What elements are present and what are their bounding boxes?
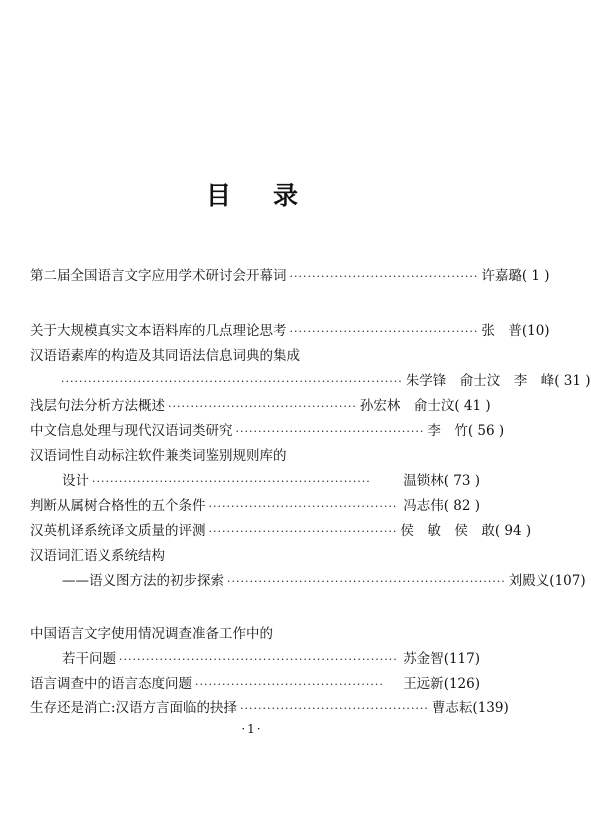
- toc-entry-author: 王远新: [403, 676, 444, 692]
- toc-entry-page: (107): [549, 573, 586, 589]
- toc-entry-title: 中国语言文字使用情况调查准备工作中的: [30, 626, 273, 642]
- toc-entry-title: 浅层句法分析方法概述: [30, 398, 165, 414]
- toc-entry-author: 苏金智: [403, 651, 444, 667]
- toc-entry-author: 刘殿义: [508, 573, 550, 589]
- toc-entry-title: 汉语词性自动标注软件兼类词鉴别规则库的: [30, 448, 287, 464]
- toc-entry-author: 李 竹: [427, 423, 468, 439]
- leader-dots: ··········································: [240, 702, 429, 715]
- toc-entry-page: ( 94 ): [494, 523, 532, 539]
- toc-entry-page: (117): [443, 651, 480, 667]
- page-title: [0, 176, 504, 212]
- leader-dots: ······························································: [227, 575, 506, 588]
- toc-entry: [30, 395, 491, 417]
- toc-entry-page: ( 82 ): [443, 498, 480, 514]
- toc-entry-author: 冯志伟: [403, 498, 444, 514]
- toc-entry-title: 生存还是消亡:汉语方言面临的抉择: [30, 700, 238, 716]
- leader-dots: ··········································: [168, 400, 357, 413]
- toc-entry: [30, 697, 509, 719]
- toc-entry: [58, 370, 591, 392]
- toc-entry-title: 设计: [62, 473, 89, 489]
- toc-entry-title: 第二届全国语言文字应用学术研讨会开幕词: [30, 268, 287, 284]
- toc-entry-page: ( 73 ): [443, 473, 480, 489]
- toc-entry-title: 语言调查中的语言态度问题: [30, 676, 192, 692]
- page-number: ·1·: [241, 722, 263, 736]
- toc-entry-author: 朱学锋 俞士汶 李 峰: [405, 373, 555, 389]
- toc-entry-author: 张 普: [481, 323, 522, 339]
- leader-dots: ······························································: [92, 475, 371, 488]
- toc-entry: [30, 495, 480, 517]
- leader-dots: ··········································: [289, 270, 479, 283]
- toc-entry-title: 汉语词汇语义系统结构: [30, 548, 165, 564]
- toc-entry-title: 关于大规模真实文本语料库的几点理论思考: [30, 323, 287, 339]
- toc-entry: [30, 445, 480, 467]
- toc-entry: [30, 545, 480, 567]
- leader-dots: ··········································: [235, 425, 425, 438]
- toc-entry-author: 侯 敏 侯 敢: [400, 523, 495, 539]
- toc-entry: [30, 623, 480, 645]
- toc-entry: [30, 265, 550, 287]
- title-char-2: 录: [273, 181, 299, 210]
- toc-entry-title: 汉英机译系统译文质量的评测: [30, 523, 206, 539]
- leader-dots: ··········································: [208, 500, 398, 513]
- toc-entry-page: (139): [472, 700, 509, 716]
- leader-dots: ··········································: [208, 525, 398, 538]
- toc-entry-author: 孙宏林 俞士汶: [359, 398, 455, 414]
- toc-entry-page: ( 56 ): [467, 423, 505, 439]
- toc-entry: [62, 470, 480, 492]
- toc-entry-title: 汉语语素库的构造及其同语法信息词典的集成: [30, 348, 300, 364]
- toc-entry-author: 温锁林: [403, 473, 444, 489]
- toc-entry-title: 中文信息处理与现代汉语词类研究: [30, 423, 233, 439]
- toc-entry-title: ——语义图方法的初步探索: [62, 573, 224, 589]
- toc-entry: [62, 570, 586, 592]
- toc-entry: [30, 320, 550, 342]
- toc-entry: [30, 345, 480, 367]
- toc-entry-page: ( 1 ): [521, 268, 550, 284]
- toc-entry-page: ( 31 ): [554, 373, 591, 389]
- leader-dots: ··········································: [289, 325, 479, 338]
- toc-entry-author: 曹志耘: [431, 700, 473, 716]
- toc-entry-title: 判断从属树合格性的五个条件: [30, 498, 206, 514]
- toc-entry-page: (10): [521, 323, 550, 339]
- toc-entry-title: 若干问题: [62, 651, 116, 667]
- toc-entry: [30, 673, 480, 695]
- toc-entry-author: 许嘉璐: [481, 268, 522, 284]
- leader-dots: ······························································: [119, 653, 398, 666]
- toc-entry-page: (126): [443, 676, 480, 692]
- leader-dots: ··········································: [195, 678, 384, 691]
- toc-entry-page: ( 41 ): [454, 398, 491, 414]
- toc-entry: [62, 648, 480, 670]
- toc-entry: [30, 420, 505, 442]
- toc-entry: [30, 520, 532, 542]
- title-char-1: 目: [205, 181, 231, 210]
- leader-dots: ············································································: [61, 375, 403, 388]
